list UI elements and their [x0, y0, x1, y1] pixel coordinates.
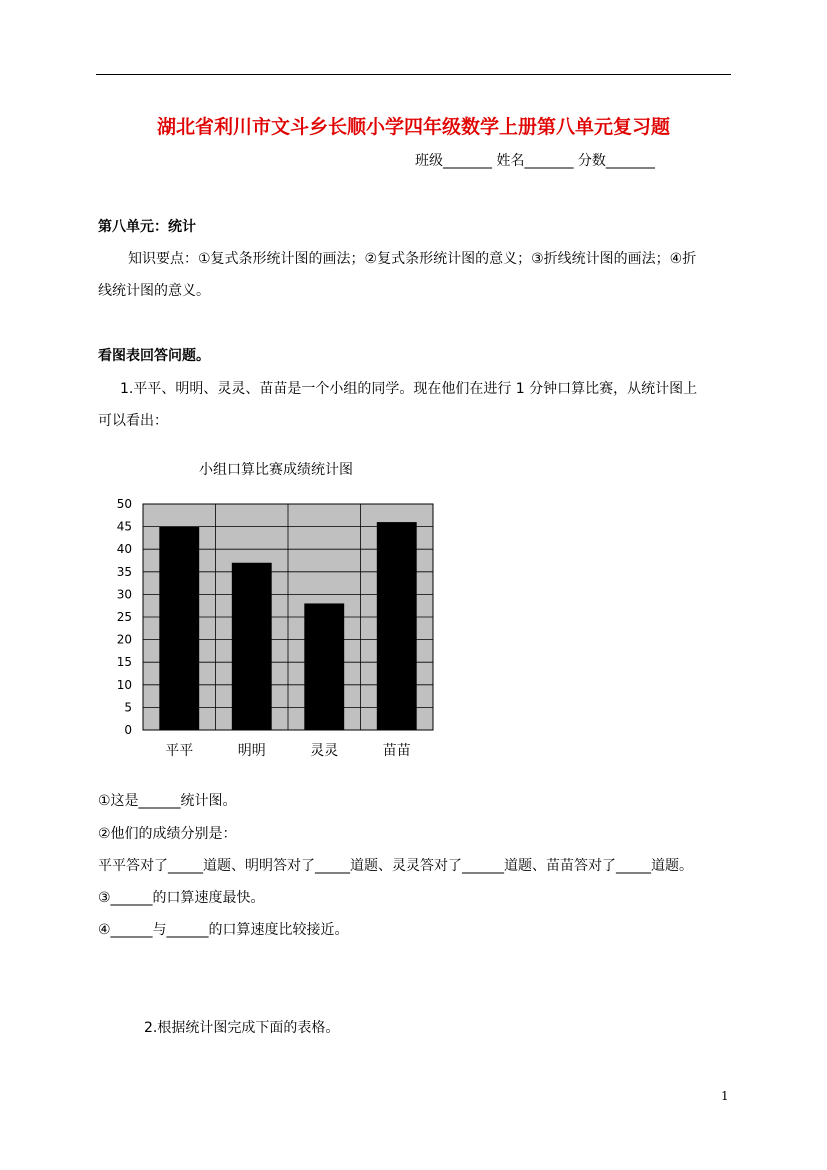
- student-info-line: 班级_______ 姓名_______ 分数_______: [415, 153, 655, 169]
- x-category-label: 明明: [237, 743, 266, 759]
- question-1b: ②他们的成绩分别是：: [98, 826, 237, 842]
- y-tick-label: 45: [116, 519, 132, 534]
- y-tick-label: 5: [124, 700, 132, 715]
- bar-1: [159, 527, 199, 730]
- page-number: 1: [721, 1089, 729, 1103]
- section-heading: 看图表回答问题。: [98, 348, 210, 364]
- y-axis-ticks: [117, 497, 132, 737]
- bar-4: [377, 522, 417, 730]
- y-tick-label: 10: [116, 677, 132, 692]
- y-tick-label: 0: [124, 723, 132, 737]
- bar-3: [304, 603, 344, 730]
- x-category-label: 苗苗: [382, 743, 411, 759]
- question-1-text-line-2: 可以看出：: [98, 413, 168, 429]
- y-tick-label: 40: [116, 542, 132, 557]
- header-rule: [96, 74, 731, 75]
- chart-title: 小组口算比赛成绩统计图: [199, 462, 353, 478]
- page-title: 湖北省利川市文斗乡长顺小学四年级数学上册第八单元复习题: [156, 116, 670, 138]
- question-1a: ①这是______统计图。: [98, 793, 237, 809]
- y-tick-label: 35: [116, 564, 132, 579]
- y-tick-label: 30: [116, 587, 132, 602]
- x-category-label: 灵灵: [310, 743, 339, 759]
- y-tick-label: 50: [116, 497, 132, 511]
- question-1e: ④______与______的口算速度比较接近。: [98, 922, 349, 938]
- knowledge-points-line-1: 知识要点：①复式条形统计图的画法；②复式条形统计图的意义；③折线统计图的画法；④折: [128, 251, 697, 267]
- x-category-label: 平平: [165, 743, 194, 759]
- question-1-text-line-1: 1.平平、明明、灵灵、苗苗是一个小组的同学。现在他们在进行 1 分钟口算比赛，从统计图上: [120, 381, 698, 397]
- score-bar-chart: [100, 462, 460, 770]
- question-2: 2.根据统计图完成下面的表格。: [144, 1020, 340, 1036]
- x-axis-labels: [165, 742, 411, 759]
- knowledge-points-line-2: 线统计图的意义。: [98, 283, 210, 299]
- unit-heading: 第八单元：统计: [98, 219, 196, 235]
- question-1d: ③______的口算速度最快。: [98, 890, 265, 906]
- question-1c: 平平答对了_____道题、明明答对了_____道题、灵灵答对了______道题、苗苗答对了_____道题。: [98, 858, 693, 874]
- bar-2: [232, 563, 272, 730]
- y-tick-label: 20: [116, 632, 132, 647]
- y-tick-label: 15: [116, 655, 132, 670]
- y-tick-label: 25: [116, 610, 132, 624]
